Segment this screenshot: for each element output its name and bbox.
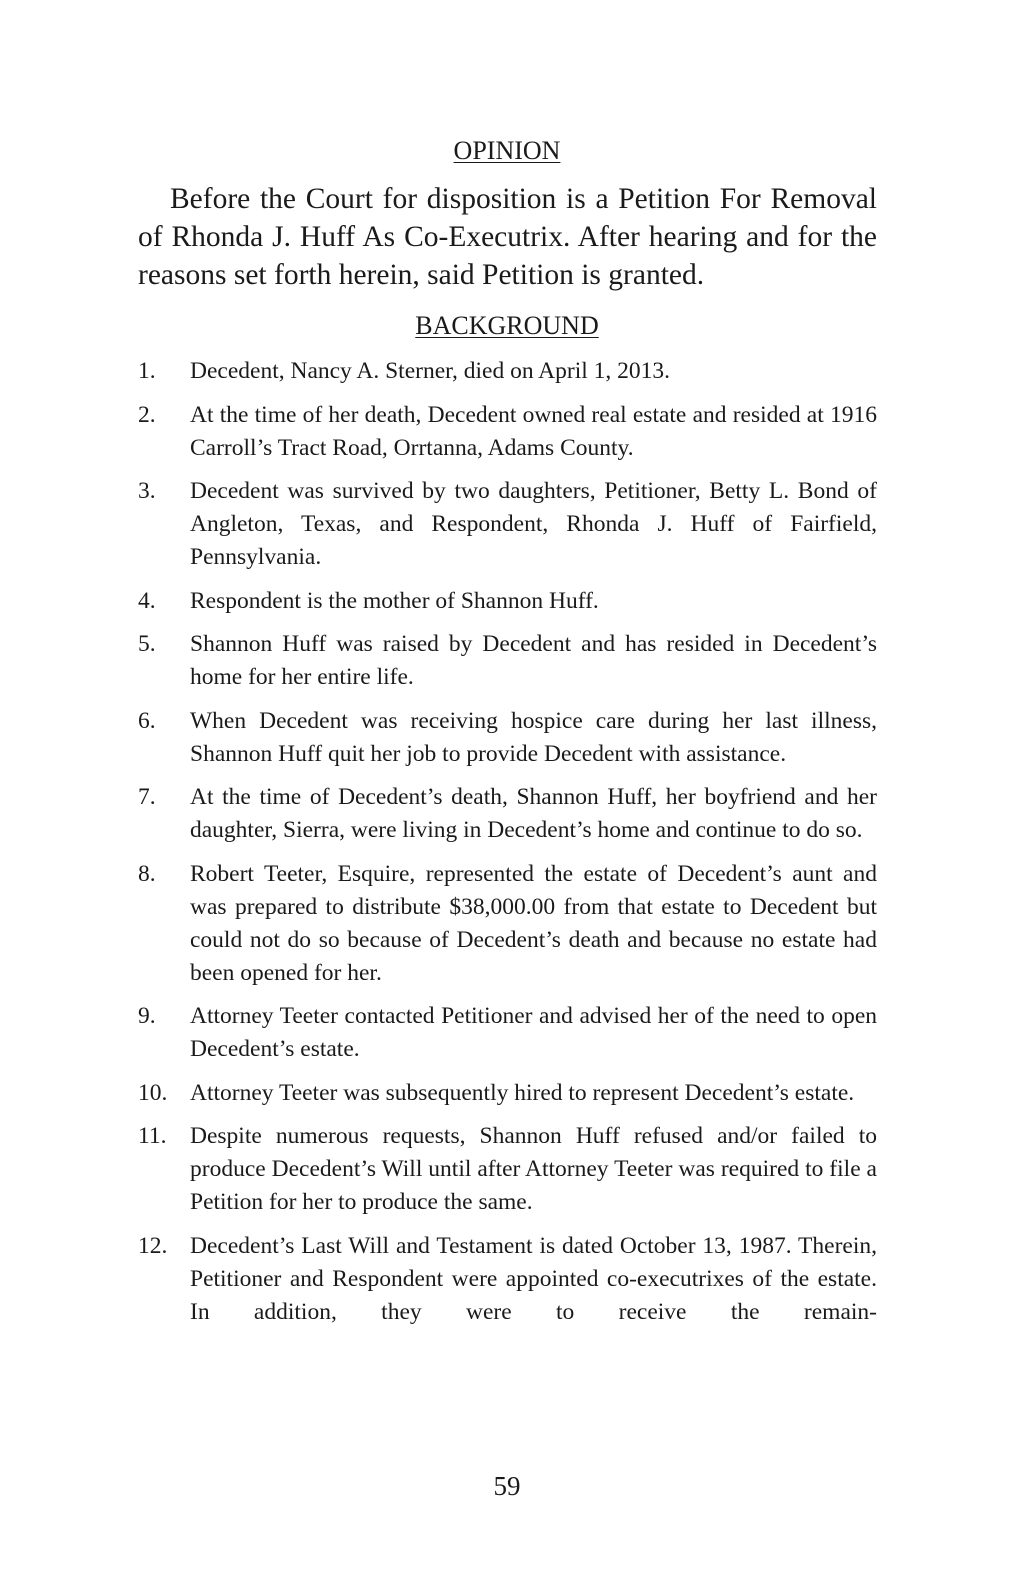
item-text: At the time of her death, Decedent owned real estate and resided at 1916 Carroll’s Tract Road, Orrtanna, Adams County. [190,401,877,461]
list-item [138,628,877,694]
list-item [138,1000,877,1066]
item-text: Respondent is the mother of Shannon Huff. [190,587,599,614]
list-item [138,475,877,574]
list-item [138,585,877,618]
list-item [138,1230,877,1329]
item-text: When Decedent was receiving hospice care during her last illness, Shannon Huff quit her job to provide Decedent with assistance. [190,707,877,767]
opinion-heading: OPINION [453,136,561,165]
list-item [138,1077,877,1110]
item-number: 1. [138,358,156,384]
item-number: 5. [138,631,156,657]
item-number: 12. [138,1232,168,1259]
item-number: 10. [138,1079,168,1106]
intro-paragraph: Before the Court for disposition is a Petition For Removal of Rhonda J. Huff As Co-Executrix. After hearing and for the reasons set forth herein, said Petition is granted. [138,183,877,291]
item-number: 8. [138,860,156,887]
item-number: 9. [138,1003,156,1029]
item-text: Decedent’s Last Will and Testament is dated October 13, 1987. Therein, Petitioner and Respondent were appointed co-executrixes of the estate. In addition, they were to receive the remain- [190,1232,877,1325]
item-text: Attorney Teeter contacted Petitioner and advised her of the need to open Decedent’s estate. [190,1003,877,1062]
list-item [138,355,877,388]
item-number: 6. [138,707,156,734]
item-text: At the time of Decedent’s death, Shannon Huff, her boyfriend and her daughter, Sierra, were living in Decedent’s home and continue to do so. [190,784,877,843]
item-number: 3. [138,478,156,504]
item-number: 11. [138,1123,167,1149]
background-list [138,355,877,1339]
item-number: 4. [138,587,156,614]
item-text: Attorney Teeter was subsequently hired to represent Decedent’s estate. [190,1079,855,1106]
item-text: Robert Teeter, Esquire, represented the estate of Decedent’s aunt and was prepared to distribute $38,000.00 from that estate to Decedent but could not do so because of Decedent’s death and because no estate had been opened for her. [190,860,877,986]
background-heading: BACKGROUND [415,311,599,340]
list-item [138,1120,877,1219]
item-text: Decedent, Nancy A. Sterner, died on April 1, 2013. [190,358,671,384]
list-item [138,858,877,990]
item-text: Despite numerous requests, Shannon Huff refused and/or failed to produce Decedent’s Will until after Attorney Teeter was required to file a Petition for her to produce the same. [190,1123,877,1215]
list-item [138,705,877,771]
item-text: Shannon Huff was raised by Decedent and has resided in Decedent’s home for her entire life. [190,631,877,690]
list-item [138,781,877,847]
list-item [138,399,877,465]
item-text: Decedent was survived by two daughters, Petitioner, Betty L. Bond of Angleton, Texas, and Respondent, Rhonda J. Huff of Fairfield, Pennsylvania. [190,478,877,570]
item-number: 2. [138,401,156,428]
item-number: 7. [138,784,156,810]
page-number: 59 [493,1471,521,1501]
